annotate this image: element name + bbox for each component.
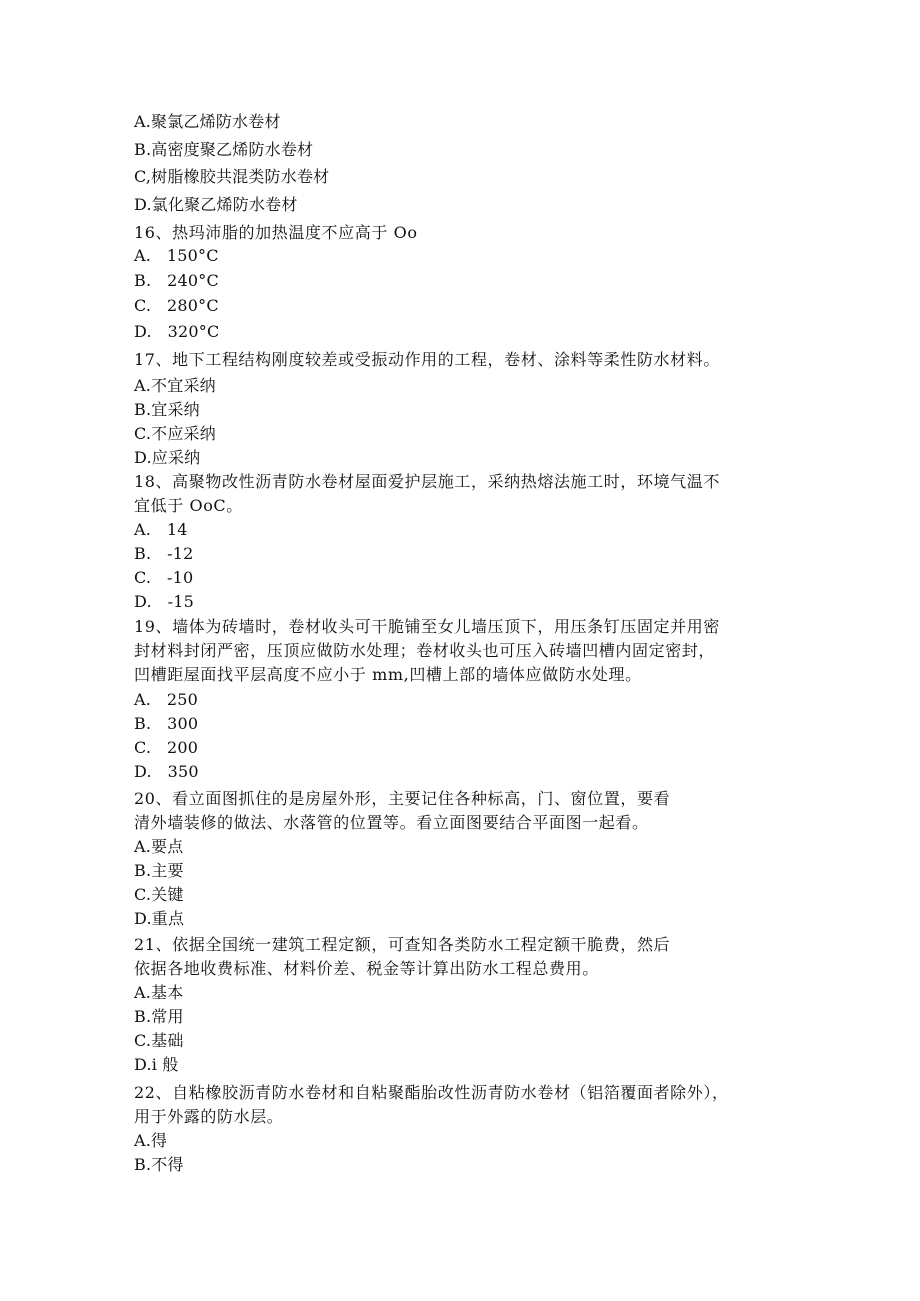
question-18-line-1: 18、高聚物改性沥青防水卷材屋面爱护层施工，采纳热熔法施工时，环境气温不	[134, 472, 720, 491]
option-a-q16: A. 150°C	[134, 246, 219, 265]
option-c-q21: C.基础	[134, 1031, 184, 1050]
question-20-line-2: 清外墙装修的做法、水落管的位置等。看立面图要结合平面图一起看。	[134, 813, 649, 832]
option-a-q19: A. 250	[134, 690, 199, 709]
option-b-q16: B. 240°C	[134, 271, 219, 290]
option-c-q20: C.关键	[134, 885, 184, 904]
option-a-q20: A.要点	[134, 837, 184, 856]
option-d-q17: D.应采纳	[134, 448, 201, 467]
option-a-q22: A.得	[134, 1131, 168, 1150]
option-a-q18: A. 14	[134, 520, 188, 539]
option-c-q18: C. -10	[134, 568, 194, 587]
question-20-line-1: 20、看立面图抓住的是房屋外形，主要记住各种标高，门、窗位置，要看	[134, 789, 671, 808]
option-d-q20: D.重点	[134, 909, 185, 928]
option-c-q16: C. 280°C	[134, 296, 219, 315]
question-19-line-2: 封材料封闭严密，压顶应做防水处理；卷材收头也可压入砖墙凹槽内固定密封，	[134, 641, 716, 660]
option-c-q19: C. 200	[134, 738, 199, 757]
option-a-q17: A.不宜采纳	[134, 376, 216, 395]
option-b-q22: B.不得	[134, 1155, 184, 1174]
question-17: 17、地下工程结构刚度较差或受振动作用的工程，卷材、涂料等柔性防水材料。	[134, 350, 720, 369]
option-b-q20: B.主要	[134, 861, 184, 880]
option-c-q15: C,树脂橡胶共混类防水卷材	[134, 167, 330, 186]
option-d-q16: D. 320°C	[134, 322, 220, 341]
option-b-q17: B.宜采纳	[134, 400, 200, 419]
question-18-line-2: 宜低于 OoC。	[134, 496, 243, 515]
option-b-q21: B.常用	[134, 1007, 184, 1026]
question-22-line-2: 用于外露的防水层。	[134, 1107, 284, 1126]
question-22-line-1: 22、自粘橡胶沥青防水卷材和自粘聚酯胎改性沥青防水卷材（铝箔覆面者除外），	[134, 1083, 729, 1102]
question-21-line-2: 依据各地收费标准、材料价差、税金等计算出防水工程总费用。	[134, 959, 599, 978]
option-a-q15: A.聚氯乙烯防水卷材	[134, 112, 281, 131]
question-19-line-3: 凹槽距屋面找平层高度不应小于 mm,凹槽上部的墙体应做防水处理。	[134, 665, 642, 684]
option-d-q19: D. 350	[134, 762, 199, 781]
question-21-line-1: 21、依据全国统一建筑工程定额，可查知各类防水工程定额干脆费，然后	[134, 935, 671, 954]
option-d-q18: D. -15	[134, 592, 194, 611]
option-b-q18: B. -12	[134, 544, 194, 563]
option-d-q21: D.i 般	[134, 1055, 179, 1074]
question-19-line-1: 19、墙体为砖墙时，卷材收头可干脆铺至女儿墙压顶下，用压条钉压固定并用密	[134, 617, 720, 636]
question-16: 16、热玛沛脂的加热温度不应高于 Oo	[134, 223, 418, 242]
option-b-q15: B.高密度聚乙烯防水卷材	[134, 140, 314, 159]
option-c-q17: C.不应采纳	[134, 424, 216, 443]
option-b-q19: B. 300	[134, 714, 199, 733]
option-a-q21: A.基本	[134, 983, 184, 1002]
option-d-q15: D.氯化聚乙烯防水卷材	[134, 195, 298, 214]
